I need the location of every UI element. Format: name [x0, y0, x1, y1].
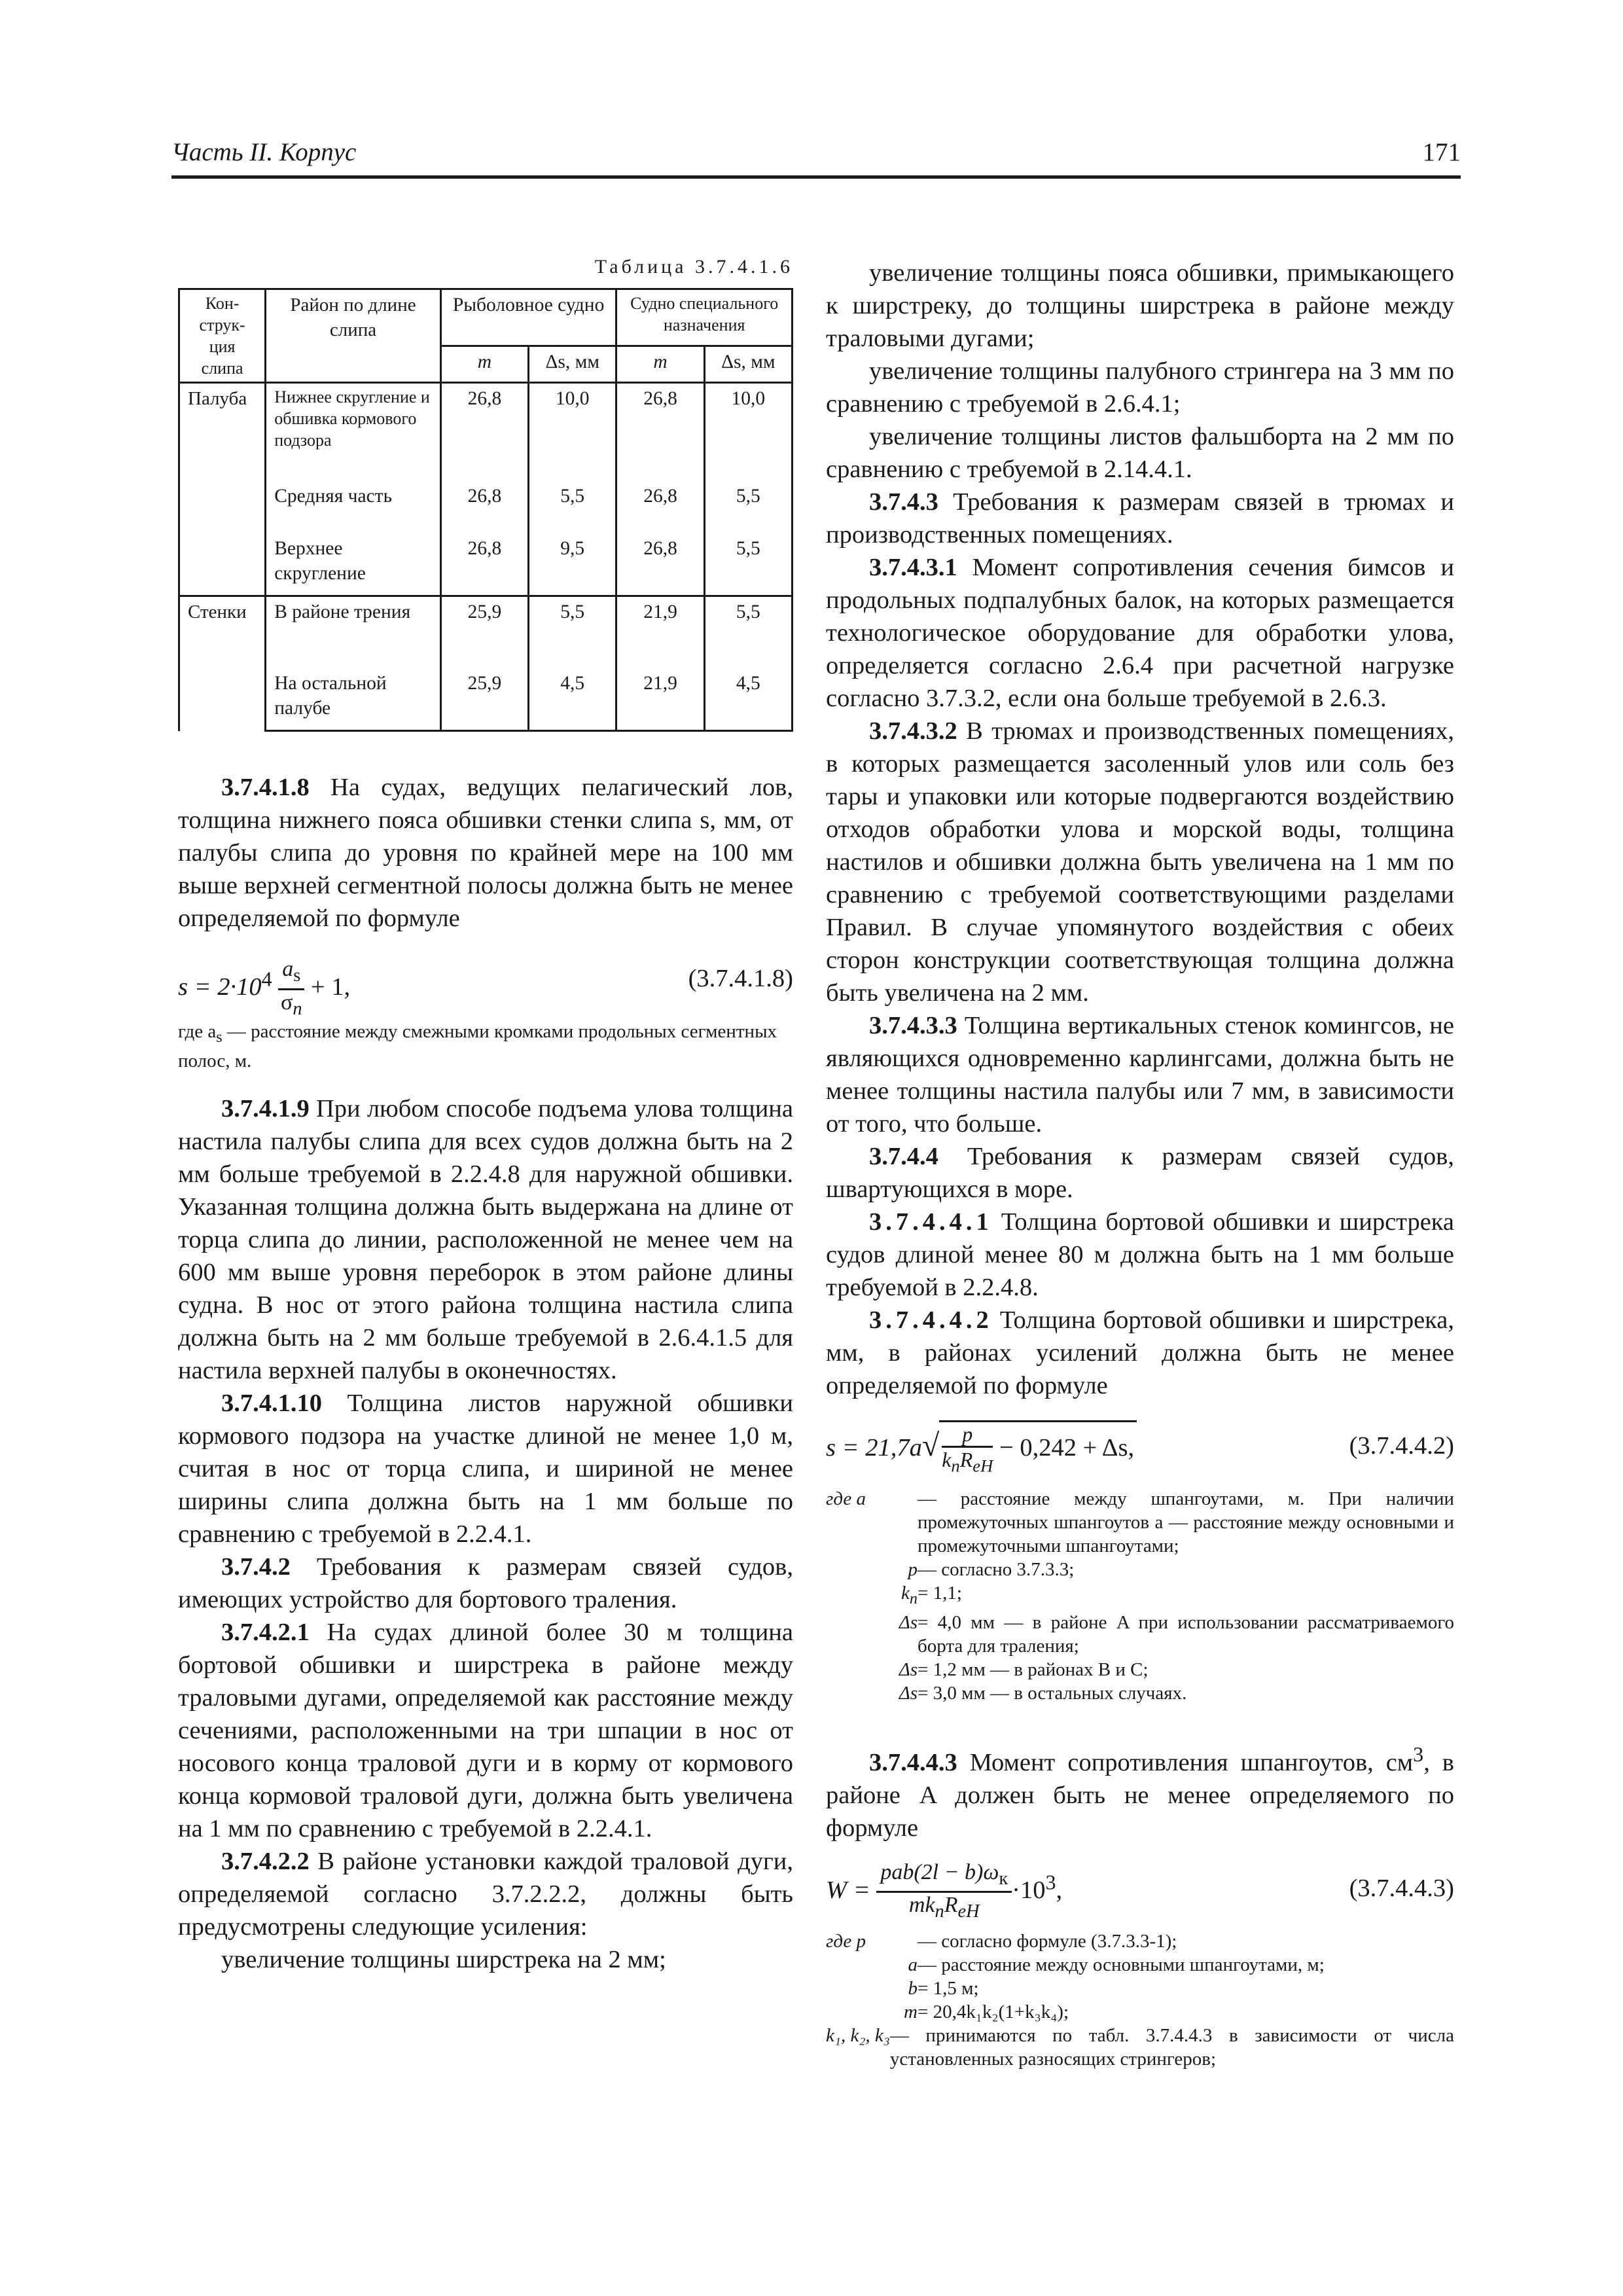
clause-number: 3.7.4.2 [221, 1552, 291, 1581]
table-cell: 9,5 [529, 533, 616, 596]
paragraph-3-7-4-4-1 [826, 1206, 1454, 1304]
paragraph-3-7-4-2-1 [178, 1616, 793, 1845]
clause-number: 3.7.4.3.1 [869, 554, 957, 581]
table-cell: 25,9 [440, 596, 528, 668]
region-label: Средняя часть [266, 481, 441, 533]
page-number: 171 [1422, 138, 1461, 166]
region-label: Нижнее скругление и обшивка кормового подзора [266, 383, 441, 481]
header-m: m [616, 346, 704, 383]
table-cell: 5,5 [529, 596, 616, 668]
group-name: Стенки [179, 596, 266, 731]
formula-number: (3.7.4.4.3) [1349, 1874, 1454, 1902]
clause-number: 3.7.4.1.9 [221, 1094, 310, 1122]
formula-legend: где $a_s$ — расстояние между смежными кромками продольных сегментных полос, м. [178, 1021, 777, 1071]
paragraph-3-7-4-2 [178, 1551, 793, 1616]
region-label: Верхнее скругление [266, 533, 441, 596]
formula-number: (3.7.4.1.8) [688, 965, 793, 992]
list-item: увеличение толщины листов фальшборта на 2 мм по сравнению с требуемой в 2.14.4.1. [826, 423, 1454, 483]
formula-legend: где p — согласно формуле (3.7.3.3-1); a — расстояние между основными шпангоутами, м; b = 1,5 м; m = 20,4k₁k₂(1+k₃k₄); k₁, k₂, k₃ — принимаются по табл. 3.7.4.4.3 в зависимости от числа установленных разносящих стрингеров; [826, 1930, 1454, 2070]
table-cell: 10,0 [529, 383, 616, 481]
formula-lhs: s = 21,7a [826, 1434, 922, 1462]
table-cell: 21,9 [616, 668, 704, 731]
paragraph-3-7-4-4-2 [826, 1304, 1454, 1402]
list-item: увеличение толщины ширстрека на 2 мм; [221, 1945, 666, 1973]
paragraph-3-7-4-3-3 [826, 1009, 1454, 1140]
header-region: Район по длине слипа [266, 289, 441, 383]
paragraph-3-7-4-1-10 [178, 1387, 793, 1551]
clause-number: 3.7.4.4.3 [869, 1748, 957, 1776]
table-cell: 26,8 [440, 533, 528, 596]
clause-text: Толщина листов наружной обшивки кормового подзора на участке длиной не менее 1,0 м, считая в нос от торца слипа, и шириной не менее ширины слипа должна быть на 1 мм больше по сравнению с требуемой в 2.2.4.1. [178, 1389, 793, 1548]
table-cell: 26,8 [616, 383, 704, 481]
table-cell: 5,5 [529, 481, 616, 533]
group-name: Палуба [179, 383, 266, 596]
formula-3-7-4-4-2: s = 21,7a√ $\frac{p}{k_nR_{eH}}$ − 0,242 + Δs, (3.7.4.4.2) [826, 1415, 1454, 1480]
header-ds: Δs, мм [704, 346, 792, 383]
table-cell: 5,5 [704, 533, 792, 596]
table-cell: 26,8 [616, 481, 704, 533]
header-fishing: Рыболовное судно [440, 289, 616, 346]
clause-number: 3.7.4.4 [869, 1143, 938, 1170]
left-column [178, 255, 793, 1976]
paragraph-3-7-4-3 [826, 486, 1454, 551]
clause-number: 3.7.4.2.2 [221, 1847, 310, 1875]
formula-fraction: $\frac{pab(2l - b)\omega_к}{mk_nR_{eH}}$ [876, 1860, 1012, 1925]
running-header-title: Часть II. Корпус [171, 138, 357, 166]
clause-number: 3.7.4.3 [869, 488, 938, 516]
clause-text: Толщина бортовой обшивки и ширстрека судов длиной менее 80 м должна быть на 1 мм больше требуемой в 2.2.4.8. [826, 1208, 1454, 1301]
clause-number: 3.7.4.4.1 [869, 1208, 993, 1236]
formula-radical: $\frac{p}{k_nR_{eH}}$ − 0,242 + Δs, [939, 1420, 1137, 1477]
region-label: В районе трения [266, 596, 441, 668]
region-label: На остальной палубе [266, 668, 441, 731]
table-cell: 5,5 [704, 481, 792, 533]
formula-lhs: s = 2·10 [178, 973, 262, 1001]
table-cell: 21,9 [616, 596, 704, 668]
table-cell: 26,8 [440, 481, 528, 533]
table-cell: 26,8 [616, 533, 704, 596]
header-ds: Δs, мм [529, 346, 616, 383]
clause-text: При любом способе подъема улова толщина настила палубы слипа для всех судов должна быть на 2 мм больше требуемой в 2.2.4.8 для наружной обшивки. Указанная толщина должна быть выдержана на длине от торца слипа до линии, расположенной не менее чем на 600 мм выше уровня переборок в этом районе длины судна. В нос от этого района толщина настила слипа должна быть на 2 мм больше требуемой в 2.6.4.1.5 для настила верхней палубы в оконечностях. [178, 1094, 793, 1384]
header-m: m [440, 346, 528, 383]
clause-number: 3.7.4.1.8 [221, 774, 310, 801]
paragraph-3-7-4-4-3: 3.7.4.4.3 Момент сопротивления шпангоутов, $см^3$, в районе A должен быть не менее определяемого по формуле [826, 1742, 1454, 1842]
paragraph-3-7-4-4 [826, 1140, 1454, 1206]
paragraph-3-7-4-2-2 [178, 1845, 793, 1943]
clause-text: Толщина вертикальных стенок комингсов, не являющихся одновременно карлингсами, должна быть не менее толщины настила палубы или 7 мм, в зависимости от того, что больше. [826, 1012, 1454, 1138]
paragraph-3-7-4-1-9 [178, 1092, 793, 1387]
clause-number: 3.7.4.2.1 [221, 1618, 310, 1646]
formula-fraction: $\frac{a_s}{\sigma_n}$ [278, 957, 304, 1022]
formula-3-7-4-1-8: $s = 2\cdot 10^4$ $\frac{a_s}{\sigma_n}$ + 1, (3.7.4.1.8) [178, 948, 793, 1013]
list-item: увеличение толщины палубного стрингера на 3 мм по сравнению с требуемой в 2.6.4.1; [826, 357, 1454, 418]
paragraph-3-7-4-1-8 [178, 771, 793, 935]
clause-text: На судах, ведущих пелагический лов, толщина нижнего пояса обшивки стенки слипа s, мм, от палубы слипа до уровня по крайней мере на 100 мм выше верхней сегментной полосы должна быть не менее определяемой по формуле [178, 774, 793, 932]
clause-text: В трюмах и производственных помещениях, в которых размещается засоленный улов или соль без тары и упаковки или которые подвергаются воздействию отходов обработки улова и морской воды, толщина настилов и обшивки должна быть увеличена на 1 мм по сравнению с требуемой соответствующими разделами Правил. В случае упомянутого воздействия с обеих сторон конструкции соответствующая толщина должна быть увеличена на 2 мм. [826, 717, 1454, 1007]
table-cell: 25,9 [440, 668, 528, 731]
table-cell: 26,8 [440, 383, 528, 481]
table-cell: 5,5 [704, 596, 792, 668]
table-cell: 4,5 [529, 668, 616, 731]
table-cell: 4,5 [704, 668, 792, 731]
right-column [826, 257, 1454, 2071]
header-structure: Кон-струк-ция слипа [179, 289, 266, 383]
clause-number: 3.7.4.3.3 [869, 1012, 957, 1039]
table-3-7-4-1-6 [178, 288, 793, 732]
table-caption: Таблица 3.7.4.1.6 [594, 256, 793, 278]
list-item: увеличение толщины пояса обшивки, примыкающего к ширстреку, до толщины ширстрека в районе между траловыми дугами; [826, 259, 1454, 352]
clause-text: Толщина бортовой обшивки и ширстрека, мм, в районах усилений должна быть не менее определяемой по формуле [826, 1306, 1454, 1399]
formula-rhs: + 1, [310, 973, 351, 1001]
header-special: Судно специального назначения [616, 289, 793, 346]
formula-legend: где a — расстояние между шпангоутами, м. При наличии промежуточных шпангоутов a — расстояние между основными и промежуточными шпангоутами; p — согласно 3.7.3.3; $k_n$ = 1,1; Δs = 4,0 мм — в районе A при использовании рассматриваемого борта для траления; Δs = 1,2 мм — в районах B и C; Δs = 3,0 мм — в остальных случаях. [826, 1488, 1454, 1704]
paragraph-3-7-4-3-1 [826, 551, 1454, 715]
header-rule [171, 175, 1461, 179]
clause-text: Требования к размерам связей судов, имеющих устройство для бортового траления. [178, 1552, 793, 1613]
clause-text: Требования к размерам связей судов, швартующихся в море. [826, 1143, 1454, 1203]
clause-text: В районе установки каждой траловой дуги, определяемой согласно 3.7.2.2.2, должны быть предусмотрены следующие усиления: [178, 1847, 793, 1941]
formula-lhs: W = [826, 1876, 870, 1904]
clause-text: Момент сопротивления сечения бимсов и продольных подпалубных балок, на которых размещается технологическое оборудование для обработки улова, определяется согласно 2.6.4 при расчетной нагрузке согласно 3.7.3.2, если она больше требуемой в 2.6.3. [826, 554, 1454, 712]
formula-3-7-4-4-3: W = $\frac{pab(2l - b)\omega_к}{mk_nR_{eH}}$ $\cdot 10^3$, (3.7.4.4.3) [826, 1857, 1454, 1923]
clause-number: 3.7.4.3.2 [869, 717, 957, 745]
clause-number: 3.7.4.1.10 [221, 1389, 322, 1417]
table-cell: 10,0 [704, 383, 792, 481]
clause-text: Требования к размерам связей в трюмах и производственных помещениях. [826, 488, 1454, 548]
clause-text: На судах длиной более 30 м толщина бортовой обшивки и ширстрека в районе между траловыми дугами, определяемой как расстояние между сечениями, расположенными на три шпации в нос от носового конца траловой дуги и в корму от кормового конца кормовой траловой дуги, должна быть увеличена на 1 мм по сравнению с требуемой в 2.2.4.1. [178, 1618, 793, 1842]
clause-number: 3.7.4.4.2 [869, 1306, 993, 1334]
paragraph-3-7-4-3-2 [826, 715, 1454, 1009]
formula-number: (3.7.4.4.2) [1349, 1432, 1454, 1460]
